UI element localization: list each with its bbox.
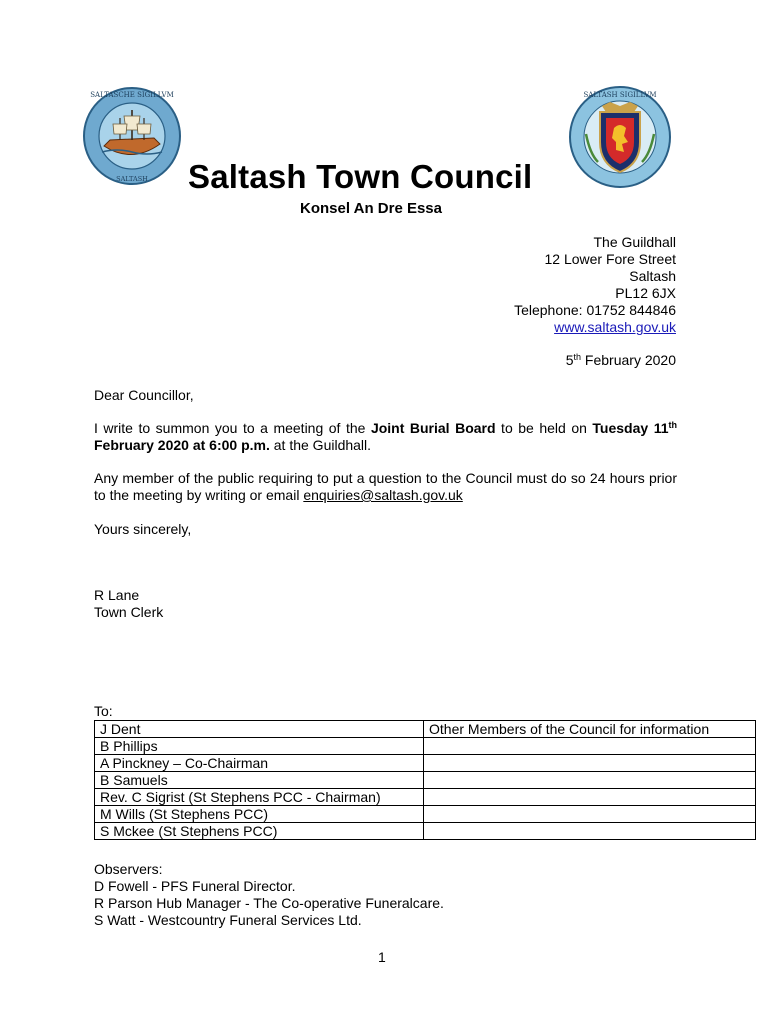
observer-item: R Parson Hub Manager - The Co-operative Funeralcare.: [94, 895, 444, 911]
address-postcode: PL12 6JX: [615, 285, 676, 301]
empty-cell: [424, 789, 756, 806]
lion-shield-seal-icon: [566, 84, 674, 190]
empty-cell: [424, 806, 756, 823]
council-subtitle: Konsel An Dre Essa: [300, 200, 442, 217]
svg-text:SALTASCHE SIGILLVM: SALTASCHE SIGILLVM: [90, 91, 174, 99]
member-cell: B Samuels: [95, 772, 424, 789]
address-line: Saltash: [629, 268, 676, 284]
signatory-name: R Lane: [94, 587, 140, 603]
table-row: [95, 823, 756, 840]
email-link[interactable]: enquiries@saltash.gov.uk: [303, 487, 463, 503]
table-row: [95, 772, 756, 789]
observer-item: D Fowell - PFS Funeral Director.: [94, 878, 296, 894]
distribution-table: [94, 720, 756, 840]
table-row: [95, 755, 756, 772]
address-block: [514, 234, 676, 336]
ship-seal-icon: [82, 86, 182, 186]
address-line: 12 Lower Fore Street: [544, 251, 676, 267]
telephone: Telephone: 01752 844846: [514, 302, 676, 318]
member-cell: J Dent: [95, 721, 424, 738]
table-row: [95, 721, 756, 738]
address-line: The Guildhall: [593, 234, 676, 250]
empty-cell: [424, 823, 756, 840]
salutation: Dear Councillor,: [94, 387, 194, 403]
member-cell: A Pinckney – Co-Chairman: [95, 755, 424, 772]
to-label: To:: [94, 703, 113, 719]
table-row: [95, 738, 756, 755]
closing: Yours sincerely,: [94, 521, 192, 537]
svg-text:SALTASH: SALTASH: [116, 175, 148, 183]
member-cell: M Wills (St Stephens PCC): [95, 806, 424, 823]
empty-cell: [424, 738, 756, 755]
summons-paragraph: I write to summon you to a meeting of the Joint Burial Board to be held on Tuesday 11th February 2020 at 6:00 p.m. at the Guildhall.: [94, 420, 677, 453]
table-row: [95, 789, 756, 806]
observer-item: S Watt - Westcountry Funeral Services Ltd.: [94, 912, 362, 928]
signatory-role: Town Clerk: [94, 604, 164, 620]
empty-cell: [424, 755, 756, 772]
website-link[interactable]: www.saltash.gov.uk: [554, 319, 676, 335]
empty-cell: [424, 772, 756, 789]
page-number: 1: [378, 949, 386, 965]
svg-text:SALTASH SIGILLVM: SALTASH SIGILLVM: [583, 91, 657, 99]
table-row: [95, 806, 756, 823]
others-cell: Other Members of the Council for information: [424, 721, 756, 738]
council-title: Saltash Town Council: [188, 158, 533, 195]
member-cell: B Phillips: [95, 738, 424, 755]
observers-label: Observers:: [94, 861, 163, 877]
member-cell: S Mckee (St Stephens PCC): [95, 823, 424, 840]
letter-date: 5th February 2020: [565, 352, 676, 368]
member-cell: Rev. C Sigrist (St Stephens PCC - Chairman): [95, 789, 424, 806]
public-question-paragraph: Any member of the public requiring to put a question to the Council must do so 24 hours prior to the meeting by writing or email enquiries@saltash.gov.uk: [94, 470, 677, 503]
